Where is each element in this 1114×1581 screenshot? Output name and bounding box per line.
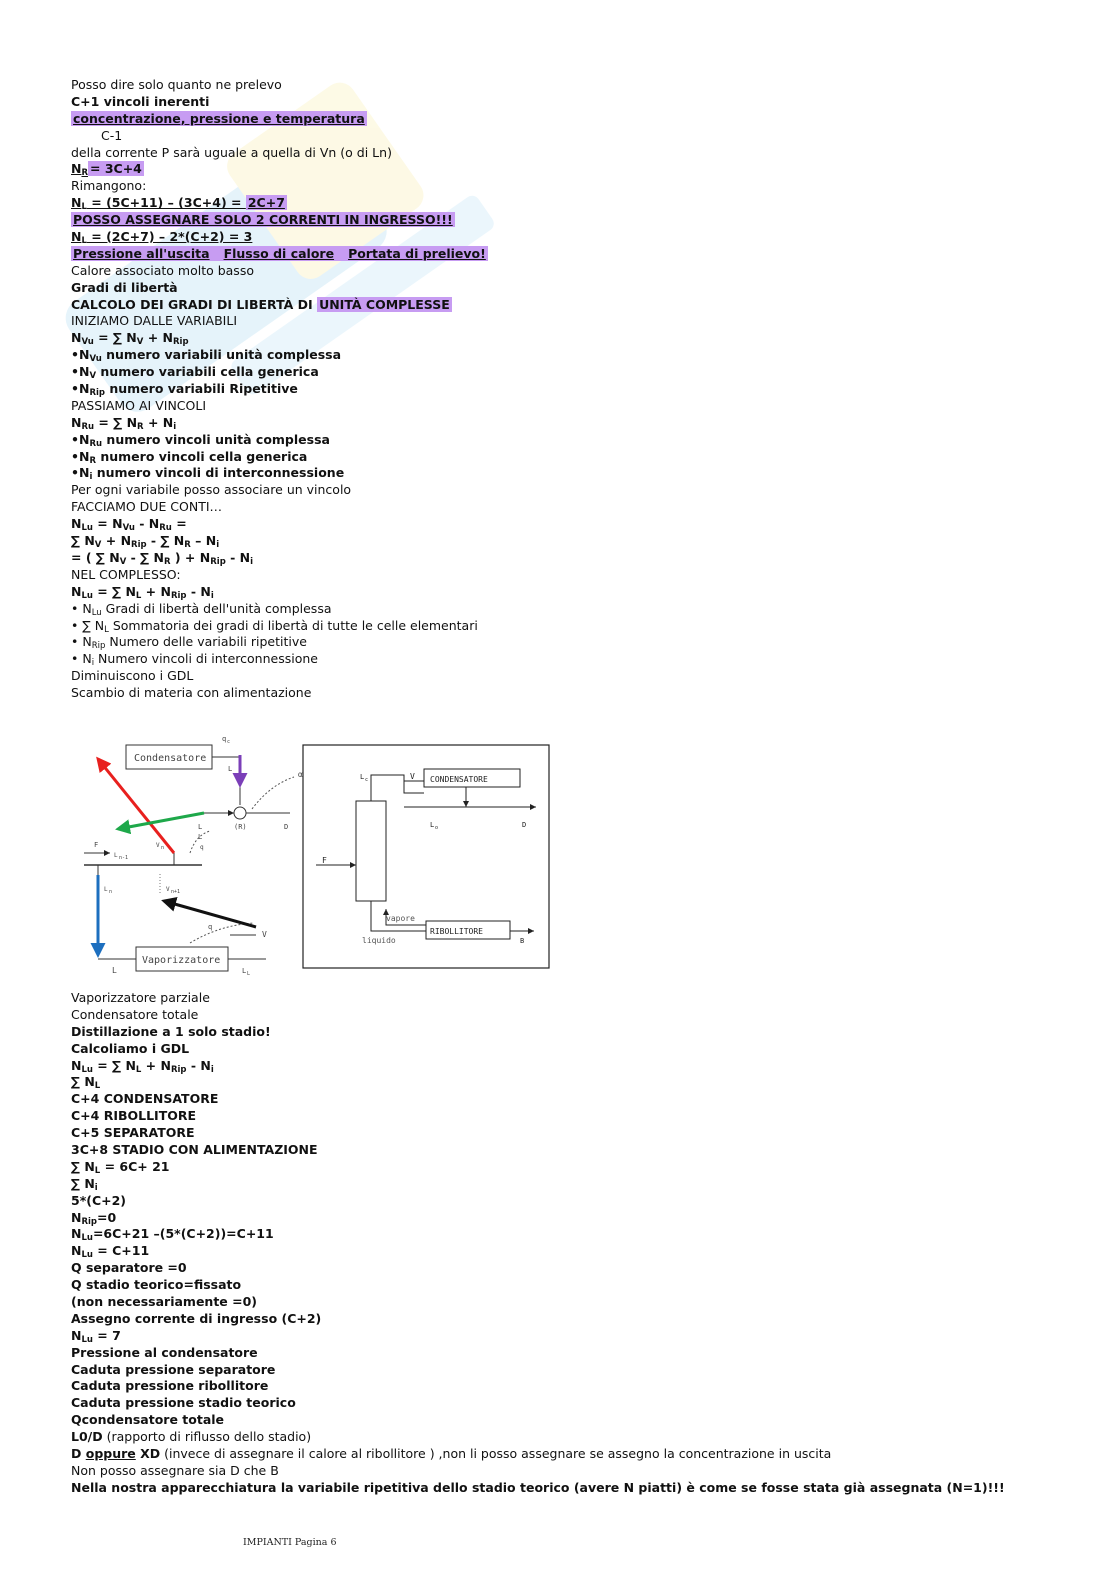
formula: $N_{Lu}$ = ∑ $N_L + N_{Rip} - N_i$ [71,1057,214,1075]
svg-text:F: F [322,856,327,865]
svg-text:L: L [247,971,251,977]
svg-text:q: q [200,844,204,851]
formula: ∑ $N_L$ [71,1074,101,1092]
text-line: Caduta pressione separatore [71,1361,276,1377]
text-line: Q separatore =0 [71,1260,187,1276]
svg-text:c: c [365,777,369,783]
text-line: PASSIAMO AI VINCOLI [71,397,207,413]
svg-text:V: V [410,772,415,781]
svg-text:L: L [228,765,233,773]
text-line: (non necessariamente =0) [71,1294,258,1310]
formula: $N_{Lu}=6C+21$ –(5*(C+2))=C+11 [71,1226,274,1244]
text-line: Nella nostra apparecchiatura la variabile ripetitiva dello stadio teorico (avere N piatti) è come se fosse stata già assegnata (N=1)!!! [71,1479,1005,1495]
bullet: $•N_{Vu}$ numero variabili unità complessa [71,347,342,365]
highlight: concentrazione, pressione e temperatura [73,110,365,126]
formula: $N_{Ru}$ = ∑ $N_R + N_i$ [71,414,177,432]
text-line: 5*(C+2) [71,1192,127,1208]
vaporizzatore-label: Vaporizzatore [142,955,221,966]
svg-text:D: D [284,823,289,831]
text-line: L0/D (rapporto di riflusso dello stadio) [71,1429,312,1445]
text-line: Pressione all'uscita Flusso di calore Portata di prelievo! [73,245,486,261]
text-line: Vaporizzatore parziale [71,990,210,1005]
svg-text:L: L [198,823,203,831]
svg-text:c: c [227,739,231,745]
svg-text:(R): (R) [234,823,247,831]
formula: = ( ∑ $N_V$ - ∑ $N_R$ ) + $N_{Rip} - N_i$ [71,549,254,567]
formula: $N_{Lu} = 7$ [71,1327,121,1345]
text-line: Gradi di libertà [71,279,178,295]
svg-text:vapore: vapore [386,914,415,923]
bullet: $•N_{Rip}$ numero variabili Ripetitive [71,381,298,399]
text-line: POSSO ASSEGNARE SOLO 2 CORRENTI IN INGRESSO!!! [73,212,453,228]
formula-nl: $N_L = (5C+11) - (3C+4) = 2C+7$ [71,195,285,213]
svg-text:n+1: n+1 [171,889,181,895]
definition: • ∑ $N_L$ Sommatoria dei gradi di libertà di tutte le celle elementari [71,617,478,635]
svg-text:L: L [104,886,108,893]
svg-text:q: q [222,735,227,743]
text-line: Qcondensatore totale [71,1412,225,1428]
text-line: C+4 CONDENSATORE [71,1091,219,1107]
notes-bottom [71,990,1071,1497]
text-line: Caduta pressione stadio teorico [71,1395,296,1411]
text-line: Distillazione a 1 solo stadio! [71,1023,271,1039]
text-line: Posso dire solo quanto ne prelevo [71,77,282,92]
text-line: NEL COMPLESSO: [71,566,181,582]
text-line: INIZIAMO DALLE VARIABILI [71,313,238,329]
text-line: Calcoliamo i GDL [71,1040,190,1056]
svg-text:n: n [109,889,113,895]
text-line: Per ogni variabile posso associare un vincolo [71,482,352,498]
bullet: $•N_R$ numero vincoli cella generica [71,448,308,466]
section-heading: CALCOLO DEI GRADI DI LIBERTÀ DI UNITÀ COMPLESSE [71,296,450,312]
text-line: C-1 [101,127,123,143]
svg-text:V: V [156,842,160,849]
text-line: FACCIAMO DUE CONTI… [71,499,223,515]
formula: $N_{Lu} = C+11$ [71,1243,150,1261]
text-line: C+5 SEPARATORE [71,1125,195,1141]
text-line: Rimangono: [71,178,147,194]
text-line: Calore associato molto basso [71,262,254,278]
notes-top [71,77,1071,702]
ribollitore-label: RIBOLLITORE [430,927,483,936]
formula: $N_{Lu} = N_{Vu} - N_{Ru}$ = [71,516,187,534]
text-line: C+4 RIBOLLITORE [71,1108,197,1124]
text-line: Non posso assegnare sia D che B [71,1462,279,1478]
text-line: C+1 vincoli inerenti [71,93,210,109]
bullet: $•N_{Ru}$ numero vincoli unità complessa [71,431,330,449]
svg-text:n-1: n-1 [119,855,129,861]
condensatore-box-label: CONDENSATORE [430,775,488,784]
formula-nr: $N_R = 3C+4$ [71,161,142,179]
text-line: Diminuiscono i GDL [71,668,194,684]
bullet: $•N_V$ numero variabili cella generica [71,364,319,382]
right-schematic [303,745,549,968]
green-arrow [118,813,204,829]
definition: • $N_{Rip}$ Numero delle variabili ripetitive [71,634,307,652]
svg-text:B: B [520,937,525,945]
formula: ∑ $N_L = 6C+ 21$ [71,1158,170,1176]
svg-text:V: V [166,886,170,893]
svg-text:L: L [114,852,118,859]
distillation-diagram [80,725,560,983]
formula: $N_{Lu}$ = ∑ $N_L + N_{Rip} - N_i$ [71,583,214,601]
page-footer: IMPIANTI Pagina 6 [243,1537,337,1548]
formula-nl: $N_L = (2C+7) - 2*(C+2) = 3$ [71,229,253,247]
svg-text:L: L [360,773,365,781]
svg-text:o: o [435,825,439,831]
condensatore-label: Condensatore [134,753,207,764]
red-arrow [98,759,174,853]
svg-text:q: q [208,923,213,931]
text-line: della corrente P sarà uguale a quella di Vn (o di Ln) [71,144,392,160]
text-line: 3C+8 STADIO CON ALIMENTAZIONE [71,1142,318,1158]
formula: $N_{Vu}$ = ∑ $N_V + N_{Rip}$ [71,330,189,348]
formula: ∑ $N_V + N_{Rip}$ - ∑ $N_R - N_i$ [71,533,220,551]
text-line: Pressione al condensatore [71,1344,258,1360]
definition: • $N_i$ Numero vincoli di interconnessione [71,651,318,669]
formula: $N_{Rip}=0$ [71,1209,117,1227]
left-schematic [84,735,303,977]
definition: • $N_{Lu}$ Gradi di libertà dell'unità complessa [71,600,332,618]
text-line: Q stadio teorico=fissato [71,1277,242,1293]
svg-text:L: L [112,966,117,975]
svg-text:F: F [94,841,99,849]
text-line [71,111,1071,128]
text-line: Condensatore totale [71,1006,199,1022]
text-line: D oppure XD (invece di assegnare il calore al ribollitore ) ,non li posso assegnare se assegno la concentrazione in uscita [71,1446,832,1462]
formula: ∑ $N_i$ [71,1175,98,1193]
svg-text:L: L [430,821,435,829]
svg-text:L: L [242,967,247,975]
text-line: Assegno corrente di ingresso (C+2) [71,1310,322,1326]
svg-text:V: V [262,930,267,939]
svg-text:L: L [198,833,203,841]
text-line: Scambio di materia con alimentazione [71,685,312,701]
svg-text:n: n [161,845,165,851]
text-line: Caduta pressione ribollitore [71,1378,269,1394]
svg-text:liquido: liquido [362,936,396,945]
svg-text:D: D [522,821,527,829]
svg-text:α: α [298,770,303,779]
bullet: $•N_i$ numero vincoli di interconnessione [71,465,345,483]
